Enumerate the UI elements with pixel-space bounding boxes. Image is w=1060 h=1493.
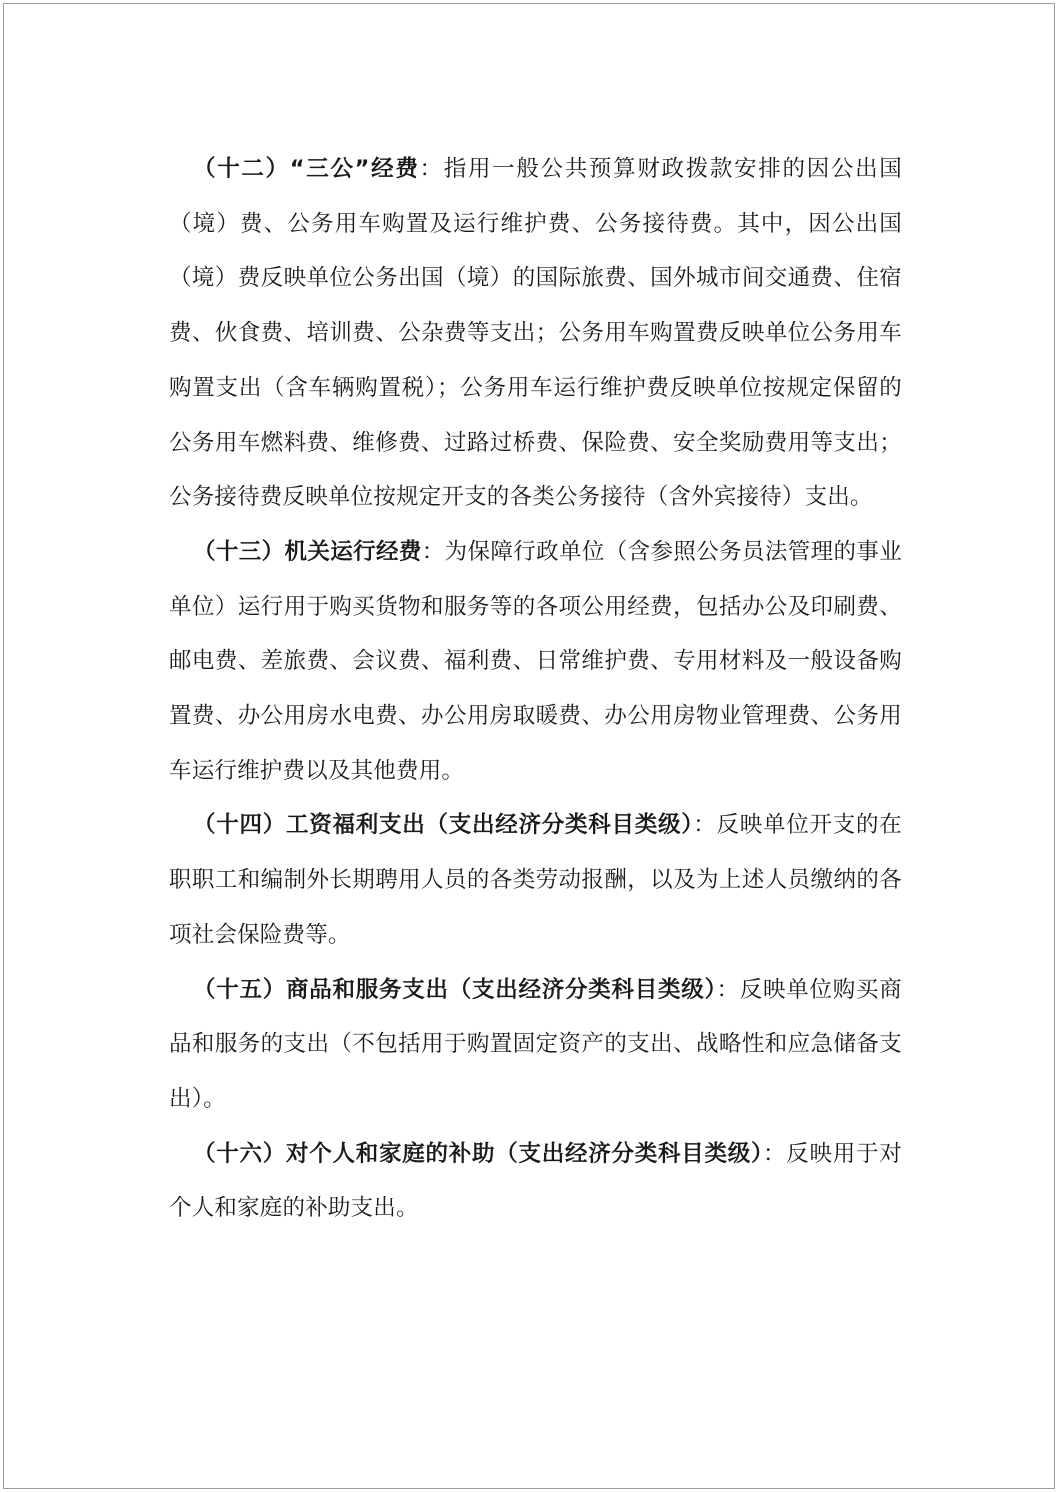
paragraph-agency-operating-expenses xyxy=(169,525,902,799)
paragraph-heading: （十二）“三公”经费 xyxy=(193,156,420,182)
paragraph-heading: （十三）机关运行经费 xyxy=(193,538,422,565)
document-body xyxy=(169,142,902,1236)
paragraph-text: ：反映用于对个人和家庭的补助支出。 xyxy=(169,1140,902,1222)
paragraph-text: ：为保障行政单位（含参照公务员法管理的事业单位）运行用于购买货物和服务等的各项公用经费，包括办公及印刷费、邮电费、差旅费、会议费、福利费、日常维护费、专用材料及一般设备购置费、办公用房水电费、办公用房取暖费、办公用房物业管理费、公务用车运行维护费以及其他费用。 xyxy=(169,538,902,784)
paragraph-text: ：反映单位购买商品和服务的支出（不包括用于购置固定资产的支出、战略性和应急储备支出）。 xyxy=(169,976,902,1112)
paragraph-household-subsidies xyxy=(169,1127,902,1236)
paragraph-goods-services xyxy=(169,963,902,1127)
paragraph-text: ：指用一般公共预算财政拨款安排的因公出国（境）费、公务用车购置及运行维护费、公务接待费。其中，因公出国（境）费反映单位公务出国（境）的国际旅费、国外城市间交通费、住宿费、伙食费、培训费、公杂费等支出；公务用车购置费反映单位公务用车购置支出（含车辆购置税）；公务用车运行维护费反映单位按规定保留的公务用车燃料费、维修费、过路过桥费、保险费、安全奖励费用等支出；公务接待费反映单位按规定开支的各类公务接待（含外宾接待）支出。 xyxy=(169,156,902,511)
paragraph-wages-welfare xyxy=(169,798,902,962)
paragraph-heading: （十五）商品和服务支出（支出经济分类科目类级） xyxy=(193,976,717,1003)
document-page xyxy=(3,3,1055,1489)
paragraph-text: ：反映单位开支的在职职工和编制外长期聘用人员的各类劳动报酬，以及为上述人员缴纳的各项社会保险费等。 xyxy=(169,812,902,948)
paragraph-heading: （十四）工资福利支出（支出经济分类科目类级） xyxy=(193,812,694,839)
paragraph-heading: （十六）对个人和家庭的补助（支出经济分类科目类级） xyxy=(193,1140,764,1167)
paragraph-sangong-expenses xyxy=(169,142,902,525)
